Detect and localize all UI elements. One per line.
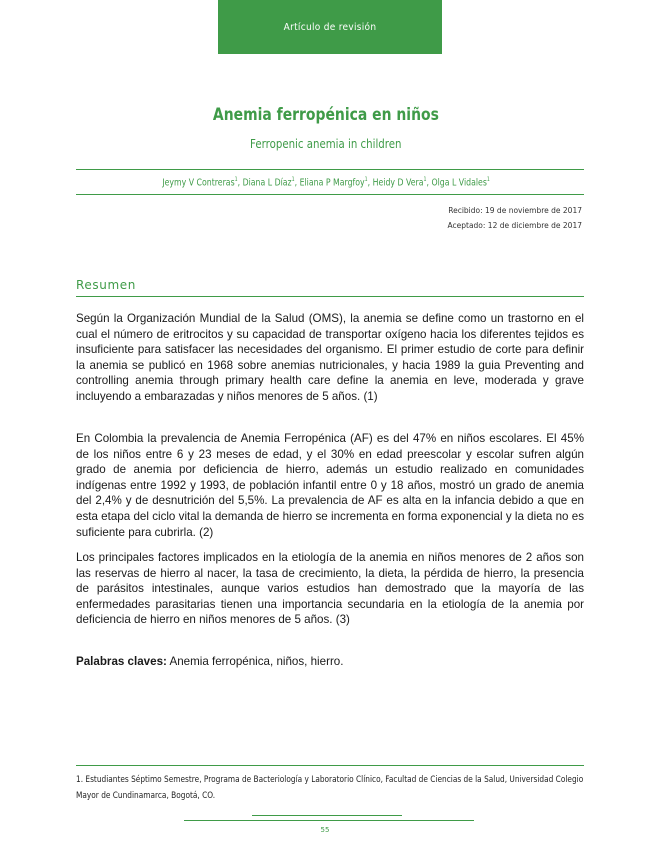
submission-dates (448, 203, 582, 233)
author-name: Eliana P Margfoy (299, 177, 365, 189)
author-name: Heidy D Vera (372, 177, 424, 189)
abstract-paragraph-3: Los principales factores implicados en la etiología de la anemia en niños menores de 2 años son las reservas de hierro al nacer, la tasa de crecimiento, la dieta, la pérdida de hierro, la presencia de parásitos intestinales, aunque varios estudios han demostrado que la mayoría de las enfermedades parasitarias tienen una importancia secundaria en la etiología de la anemia por deficiencia de hierro en niños menores de 5 años. (3) (76, 551, 584, 627)
abstract-paragraph-2: En Colombia la prevalencia de Anemia Ferropénica (AF) es del 47% en niños escolares. El 45% de los niños entre 6 y 23 meses de edad, y el 30% en edad preescolar y escolar sufren algún grado de anemia por deficiencia de hierro, además un estudio realizado en comunidades indígenas entre 1992 y 1993, de población infantil entre 0 y 18 años, mostró un grado de anemia del 2,4% y de desnutrición del 5,5%. La prevalencia de AF es alta en la infancia debido a que en esta etapa del ciclo vital la demanda de hierro se incrementa en forma exponencial y la dieta no es suficiente para cubrirla. (2) (76, 432, 584, 539)
article-subtitle: Ferropenic anemia in children (250, 137, 402, 151)
footer-divider-top (252, 815, 402, 816)
abstract-paragraph-1: Según la Organización Mundial de la Salud (OMS), la anemia se define como un trastorno en el cual el número de eritrocitos y su capacidad de transportar oxígeno hacia los diferentes tejidos es insuficiente para satisfacer las necesidades del organismo. El primer estudio de corte para definir la anemia se publicó en 1968 sobre anemias nutricionales, y hacia 1989 la guia Preventing and controlling anemia through primary health care define la anemia en leve, moderada y grave incluyendo a embarazadas y niños menores de 5 años. (1) (76, 312, 584, 403)
author-affiliation-mark: 1 (486, 176, 490, 183)
page-number: 55 (320, 826, 330, 834)
author-list: Jeymy V Contreras$^1$, Diana L Díaz$^1$, Eliana P Margfoy$^1$, Heidy D Vera$^1$, Olga L Vidales$^1$ (162, 176, 490, 189)
author-name: Diana L Díaz (242, 177, 292, 189)
author-affiliation-mark: 1 (423, 176, 427, 183)
received-date: Recibido: 19 de noviembre de 2017 (448, 206, 582, 215)
author-affiliation-mark: 1 (291, 176, 295, 183)
footnote-affiliation: 1. Estudiantes Séptimo Semestre, Programa de Bacteriología y Laboratorio Clínico, Facultad de Ciencias de la Salud, Universidad Colegio Mayor de Cundinamarca, Bogotá, CO. (76, 775, 584, 801)
author-name: Olga L Vidales (431, 177, 487, 189)
article-type-label: Artículo de revisión (283, 21, 377, 33)
title-divider (76, 169, 584, 170)
article-title: Anemia ferropénica en niños (212, 105, 439, 125)
author-name: Jeymy V Contreras (162, 177, 235, 189)
footnote-divider (76, 765, 584, 766)
article-type-banner (218, 0, 442, 54)
section-heading-resumen: Resumen (76, 278, 136, 292)
author-affiliation-mark: 1 (364, 176, 368, 183)
keywords-line (76, 655, 343, 668)
section-divider (76, 296, 584, 297)
author-affiliation-mark: 1 (234, 176, 238, 183)
keywords-label: Palabras claves: (76, 655, 167, 668)
accepted-date: Aceptado: 12 de diciembre de 2017 (447, 221, 582, 230)
keywords-value: Anemia ferropénica, niños, hierro. (166, 655, 344, 668)
authors-divider (76, 194, 584, 195)
footer-divider-bottom (184, 820, 474, 821)
